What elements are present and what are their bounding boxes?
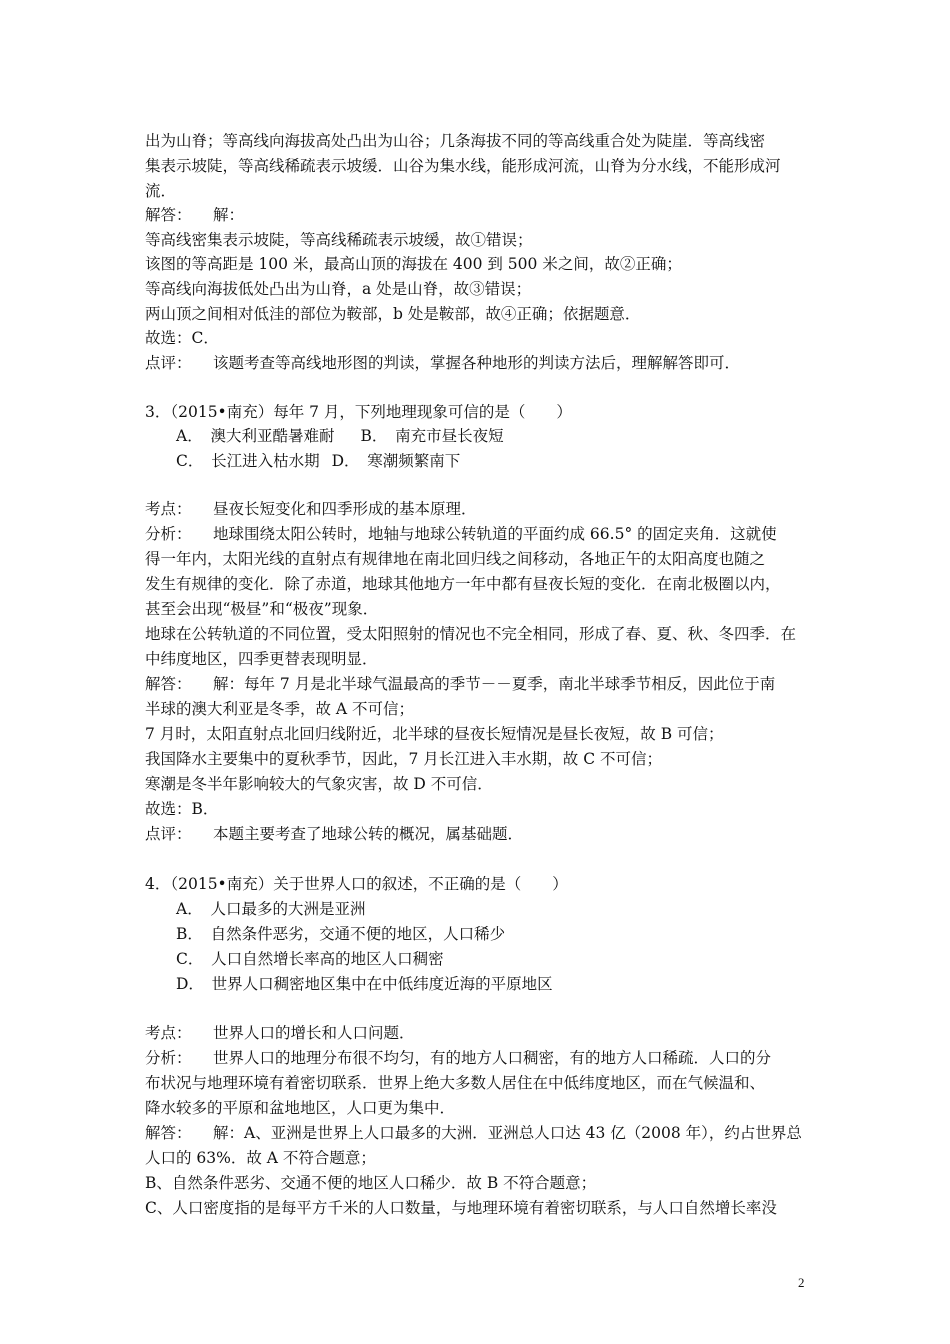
text-line: 我国降水主要集中的夏秋季节，因此，7 月长江进入丰水期，故 C 不可信；: [145, 750, 663, 768]
question-3-title: 3．（2015•南充）每年 7 月，下列地理现象可信的是（ ）: [145, 403, 572, 421]
analysis-label: 分析：: [145, 525, 192, 543]
question-3-options-row-1: [176, 424, 504, 448]
text-line: 发生有规律的变化．除了赤道，地球其他地方一年中都有昼夜长短的变化．在南北极圈以内，: [145, 575, 781, 593]
text-line: B、自然条件恶劣、交通不便的地区人口稀少．故 B 不符合题意；: [145, 1174, 597, 1192]
option-a: A． 澳大利亚酷暑难耐: [176, 427, 335, 445]
analysis-text: 世界人口的地理分布很不均匀，有的地方人口稠密，有的地方人口稀疏．人口的分: [213, 1049, 772, 1067]
answer-text: 解：A、亚洲是世界上人口最多的大洲．亚洲总人口达 43 亿（2008 年），约占世界总: [213, 1124, 802, 1142]
text-line: 集表示坡陡，等高线稀疏表示坡缓．山谷为集水线，能形成河流，山脊为分水线，不能形成河: [145, 157, 781, 175]
answer-text: 解：每年 7 月是北半球气温最高的季节－－夏季，南北半球季节相反，因此位于南: [213, 675, 776, 693]
text-line: 等高线密集表示坡陡，等高线稀疏表示坡缓，故①错误；: [145, 231, 533, 249]
text-line: 地球在公转轨道的不同位置，受太阳照射的情况也不完全相同，形成了春、夏、秋、冬四季．在: [145, 625, 797, 643]
answer-label: 解答：: [145, 1124, 192, 1142]
option-d: D． 寒潮频繁南下: [331, 452, 461, 470]
review-text: 本题主要考查了地球公转的概况，属基础题．: [213, 825, 524, 843]
answer-line: [145, 1121, 802, 1145]
kaodian-label: 考点：: [145, 1024, 192, 1042]
text-line: 出为山脊；等高线向海拔高处凸出为山谷；几条海拔不同的等高线重合处为陡崖．等高线密: [145, 132, 766, 150]
text-line: 流．: [145, 182, 177, 200]
text-line: 两山顶之间相对低洼的部位为鞍部，b 处是鞍部，故④正确；依据题意．: [145, 305, 641, 323]
review-line: [145, 351, 740, 375]
text-line: 得一年内，太阳光线的直射点有规律地在南北回归线之间移动，各地正午的太阳高度也随之: [145, 550, 766, 568]
kaodian-text: 昼夜长短变化和四季形成的基本原理．: [213, 500, 477, 518]
text-line: 半球的澳大利亚是冬季，故 A 不可信；: [145, 700, 415, 718]
answer-text: 解：: [213, 206, 245, 224]
text-line: 中纬度地区，四季更替表现明显．: [145, 650, 378, 668]
kaodian-label: 考点：: [145, 500, 192, 518]
option-c: C． 长江进入枯水期: [176, 452, 320, 470]
analysis-line: [145, 522, 777, 546]
question-3-options-row-2: [176, 449, 460, 473]
kaodian-line: [145, 497, 477, 521]
text-line: 寒潮是冬半年影响较大的气象灾害，故 D 不可信．: [145, 775, 493, 793]
text-line: 人口的 63%．故 A 不符合题意；: [145, 1149, 376, 1167]
text-line: 该图的等高距是 100 米，最高山顶的海拔在 400 到 500 米之间，故②正确；: [145, 255, 682, 273]
choice-line: 故选：C．: [145, 329, 219, 347]
analysis-line: [145, 1046, 771, 1070]
option-c: C． 人口自然增长率高的地区人口稠密: [176, 950, 444, 968]
option-b: B． 自然条件恶劣，交通不便的地区，人口稀少: [176, 925, 506, 943]
option-a: A． 人口最多的大洲是亚洲: [176, 900, 366, 918]
text-line: 甚至会出现“极昼”和“极夜”现象．: [145, 600, 379, 618]
review-label: 点评：: [145, 825, 192, 843]
question-4-title: 4．（2015•南充）关于世界人口的叙述，不正确的是（ ）: [145, 875, 568, 893]
review-line: [145, 822, 523, 846]
review-label: 点评：: [145, 354, 192, 372]
option-b: B． 南充市昼长夜短: [360, 427, 504, 445]
text-line: 降水较多的平原和盆地地区，人口更为集中．: [145, 1099, 456, 1117]
kaodian-text: 世界人口的增长和人口问题．: [213, 1024, 415, 1042]
text-line: 布状况与地理环境有着密切联系．世界上绝大多数人居住在中低纬度地区，而在气候温和、: [145, 1074, 766, 1092]
review-text: 该题考查等高线地形图的判读，掌握各种地形的判读方法后，理解解答即可．: [213, 354, 741, 372]
analysis-label: 分析：: [145, 1049, 192, 1067]
answer-label: 解答：: [145, 206, 192, 224]
answer-line: [145, 672, 775, 696]
choice-line: 故选：B．: [145, 800, 219, 818]
text-line: 7 月时，太阳直射点北回归线附近，北半球的昼夜长短情况是昼长夜短，故 B 可信；: [145, 725, 724, 743]
answer-heading: [145, 203, 244, 227]
text-line: 等高线向海拔低处凸出为山脊，a 处是山脊，故③错误；: [145, 280, 532, 298]
kaodian-line: [145, 1021, 415, 1045]
text-line: C、人口密度指的是每平方千米的人口数量，与地理环境有着密切联系，与人口自然增长率没: [145, 1199, 777, 1217]
answer-label: 解答：: [145, 675, 192, 693]
option-d: D． 世界人口稠密地区集中在中低纬度近海的平原地区: [176, 975, 553, 993]
page-number: 2: [798, 1275, 805, 1290]
analysis-text: 地球围绕太阳公转时，地轴与地球公转轨道的平面约成 66.5° 的固定夹角．这就使: [213, 525, 777, 543]
